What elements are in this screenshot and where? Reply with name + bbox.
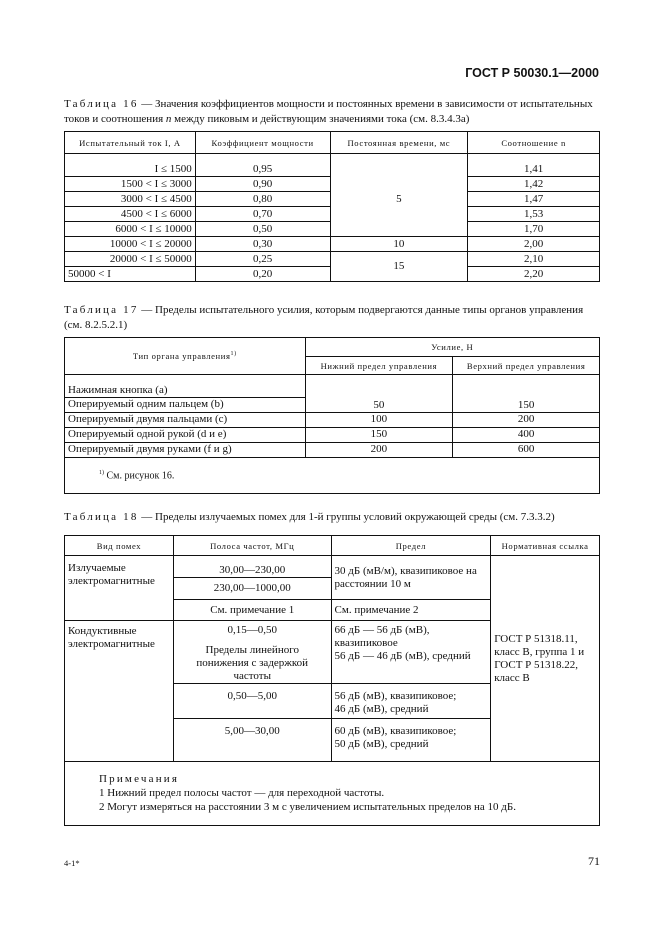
t18-freq: 5,00—30,00 bbox=[173, 719, 331, 762]
t17-lower: 100 bbox=[305, 412, 453, 427]
t16-col-current: Испытательный ток I, А bbox=[65, 132, 196, 154]
t18-limit-cell bbox=[331, 719, 491, 762]
table17 bbox=[64, 337, 600, 494]
t17-col-upper: Верхний предел управления bbox=[453, 357, 600, 375]
t18-freq: 30,00—230,00 bbox=[173, 556, 331, 578]
table16-header-row bbox=[65, 132, 600, 154]
t18-col-ref: Нормативная ссылка bbox=[491, 536, 600, 556]
t16-time: 10 bbox=[330, 237, 468, 252]
t18-freq: 0,50—5,00 bbox=[173, 684, 331, 719]
t17-type: Оперируемый двумя пальцами (c) bbox=[65, 412, 306, 427]
t18-note: 1 Нижний предел полосы частот — для переходной частоты. bbox=[99, 787, 385, 799]
t18-limit: 60 дБ (мВ), квазипиковое; bbox=[334, 725, 457, 737]
t17-type: Оперируемый одним пальцем (b) bbox=[65, 397, 306, 412]
t18-reference: ГОСТ Р 51318.11, класс В, группа 1 и ГОСТ Р 51318.22, класс В bbox=[491, 556, 600, 762]
t16-current: 50000 < I bbox=[65, 267, 196, 282]
t16-current: 6000 < I ≤ 10000 bbox=[65, 222, 196, 237]
table17-header-row bbox=[65, 338, 600, 357]
t17-upper: 400 bbox=[453, 427, 600, 442]
t18-notes bbox=[65, 762, 600, 826]
t16-n: 1,42 bbox=[468, 177, 600, 192]
table-row bbox=[65, 163, 600, 177]
t18-limit: 30 дБ (мВ/м), квазипиковое на расстоянии 10 м bbox=[331, 556, 491, 600]
footer-code: 4-1* bbox=[64, 858, 80, 868]
t17-footnote: $^{1)}$ См. рисунок 16. bbox=[65, 457, 600, 493]
t16-n: 2,20 bbox=[468, 267, 600, 282]
t18-col-limit: Предел bbox=[331, 536, 491, 556]
t18-note: 2 Могут измеряться на расстоянии 3 м с увеличением испытательных пределов на 10 дБ. bbox=[99, 801, 516, 813]
t16-pf: 0,30 bbox=[195, 237, 330, 252]
table-row bbox=[65, 556, 600, 578]
t17-col-type: Тип органа управления$^{1)}$ bbox=[65, 338, 306, 375]
t16-current: 3000 < I ≤ 4500 bbox=[65, 192, 196, 207]
t16-pf: 0,90 bbox=[195, 177, 330, 192]
t16-current: I ≤ 1500 bbox=[65, 163, 196, 177]
t16-col-n: Соотношение n bbox=[468, 132, 600, 154]
table18-caption: Таблица 18 — Пределы излучаемых помех для 1-й группы условий окружающей среды (см. 7.3.3.2) bbox=[64, 511, 555, 523]
table-row bbox=[65, 412, 600, 427]
table18 bbox=[64, 535, 600, 826]
t17-type: Нажимная кнопка (a) bbox=[65, 384, 306, 398]
t16-col-pf: Коэффициент мощности bbox=[195, 132, 330, 154]
t16-n: 2,10 bbox=[468, 252, 600, 267]
page-number: 71 bbox=[588, 854, 600, 868]
table-row bbox=[65, 237, 600, 252]
table16 bbox=[64, 131, 600, 282]
t18-limit: См. примечание 2 bbox=[331, 600, 491, 621]
t17-type: Оперируемый двумя руками (f и g) bbox=[65, 442, 306, 457]
t18-type-conducted: Кондуктивные электромагнитные bbox=[65, 621, 174, 762]
t16-time: 15 bbox=[330, 252, 468, 282]
t16-n: 2,00 bbox=[468, 237, 600, 252]
t16-pf: 0,50 bbox=[195, 222, 330, 237]
t18-notes-title: Примечания bbox=[99, 773, 180, 785]
t17-lower: 200 bbox=[305, 442, 453, 457]
t17-type: Оперируемый одной рукой (d и e) bbox=[65, 427, 306, 442]
t17-upper: 150 bbox=[453, 384, 600, 413]
t18-limit: 50 дБ (мВ), средний bbox=[334, 738, 429, 750]
t18-freq: 0,15—0,50 bbox=[227, 624, 277, 636]
t17-upper: 600 bbox=[453, 442, 600, 457]
document-number: ГОСТ Р 50030.1—2000 bbox=[465, 66, 599, 80]
t18-limit: 56 дБ (мВ), квазипиковое; bbox=[334, 690, 457, 702]
t18-limit: 46 дБ (мВ), средний bbox=[334, 703, 429, 715]
t17-upper: 200 bbox=[453, 412, 600, 427]
t16-time: 5 bbox=[330, 163, 468, 237]
t18-freq-note: Пределы линейного понижения с задержкой частоты bbox=[196, 644, 309, 682]
t18-type-radiated: Излучаемые электромагнитные bbox=[65, 556, 174, 621]
t18-limit-cell bbox=[331, 621, 491, 684]
t17-lower: 50 bbox=[305, 384, 453, 413]
t16-pf: 0,70 bbox=[195, 207, 330, 222]
t18-limit-cell bbox=[331, 684, 491, 719]
t18-limit: 56 дБ — 46 дБ (мВ), средний bbox=[334, 650, 471, 662]
t16-n: 1,41 bbox=[468, 163, 600, 177]
table-row bbox=[65, 384, 600, 398]
t18-limit: 66 дБ — 56 дБ (мВ), квазипиковое bbox=[334, 624, 430, 649]
t16-pf: 0,20 bbox=[195, 267, 330, 282]
table16-caption: Таблица 16 — Значения коэффициентов мощности и постоянных времени в зависимости от испытательных токов и соотношения n между пиковым и действующим значениями тока (см. 8.3.4.3а) bbox=[64, 98, 593, 125]
t16-n: 1,47 bbox=[468, 192, 600, 207]
table17-caption: Таблица 17 — Пределы испытательного усилия, которым подвергаются данные типы органов управления (см. 8.2.5.2.1) bbox=[64, 304, 584, 331]
t18-freq-cell bbox=[173, 621, 331, 684]
t17-col-lower: Нижний предел управления bbox=[305, 357, 453, 375]
t16-current: 1500 < I ≤ 3000 bbox=[65, 177, 196, 192]
t16-pf: 0,95 bbox=[195, 163, 330, 177]
table-row bbox=[65, 427, 600, 442]
t17-col-force: Усилие, Н bbox=[305, 338, 599, 357]
t18-col-type: Вид помех bbox=[65, 536, 174, 556]
t17-lower: 150 bbox=[305, 427, 453, 442]
t16-n: 1,70 bbox=[468, 222, 600, 237]
table-row bbox=[65, 442, 600, 457]
t18-freq: 230,00—1000,00 bbox=[173, 578, 331, 600]
t16-n: 1,53 bbox=[468, 207, 600, 222]
t16-current: 10000 < I ≤ 20000 bbox=[65, 237, 196, 252]
t18-col-freq: Полоса частот, МГц bbox=[173, 536, 331, 556]
t16-pf: 0,80 bbox=[195, 192, 330, 207]
table18-header-row bbox=[65, 536, 600, 556]
t16-pf: 0,25 bbox=[195, 252, 330, 267]
t16-current: 4500 < I ≤ 6000 bbox=[65, 207, 196, 222]
t18-freq: См. примечание 1 bbox=[173, 600, 331, 621]
table-row bbox=[65, 252, 600, 267]
t16-current: 20000 < I ≤ 50000 bbox=[65, 252, 196, 267]
t16-col-time: Постоянная времени, мс bbox=[330, 132, 468, 154]
